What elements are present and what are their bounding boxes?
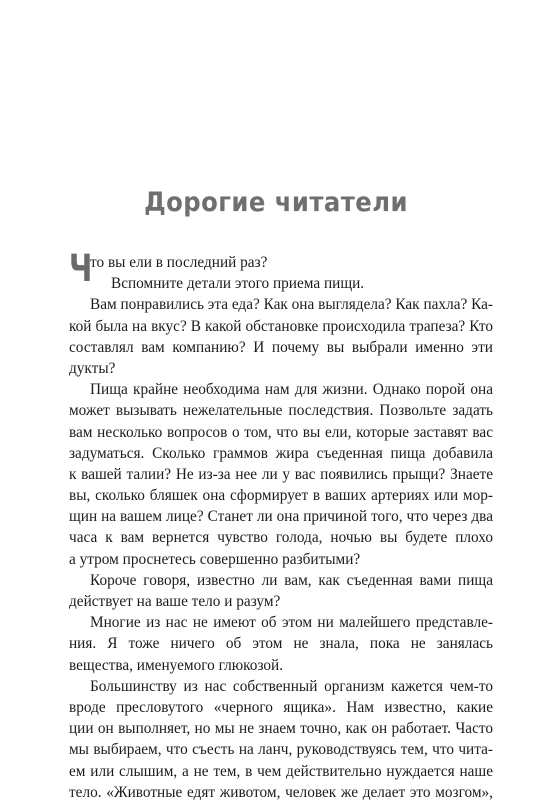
text-line: Вам понравились эта еда? Как она выглядела? Как пахла? Ка- <box>90 296 493 314</box>
chapter-title: Дорогие читатели <box>144 187 408 218</box>
text-line: мы выбираем, что съесть на ланч, руководствуясь тем, что чита- <box>69 741 493 759</box>
text-line: дукты? <box>69 359 116 377</box>
text-line: щин на вашем лице? Станет ли она причиной того, что через два <box>69 508 493 526</box>
text-line: составлял вам компанию? И почему вы выбрали именно эти <box>69 338 493 356</box>
text-line: вам несколько вопросов о том, что вы ели, которые заставят вас <box>69 423 493 441</box>
text-line: часа к вам вернется чувство голода, ночью вы будете плохо <box>69 529 493 547</box>
text-line: а утром проснетесь совершенно разбитыми? <box>69 550 361 568</box>
text-line: Короче говоря, известно ли вам, как съеденная вами пища <box>90 571 493 589</box>
text-line: вроде пресловутого «черного ящика». Нам известно, какие <box>69 698 493 716</box>
text-line: к вашей талии? Не из-за нее ли у вас появились прыщи? Знаете <box>69 465 493 483</box>
text-line: задуматься. Сколько граммов жира съеденная пища добавила <box>69 444 493 462</box>
text-line: Многие из нас не имеют об этом ни малейшего представле- <box>90 614 493 632</box>
text-line: ния. Я тоже ничего об этом не знала, пока не занялась <box>69 635 493 653</box>
text-line: может вызывать нежелательные последствия. Позвольте задать <box>69 402 493 420</box>
text-line: Большинству из нас собственный организм кажется чем-то <box>90 677 493 695</box>
text-line: Вспомните детали этого приема пищи. <box>111 275 365 293</box>
text-line: тело. «Животные едят животом, человек же делает это мозгом», <box>69 783 493 801</box>
text-line: Пища крайне необходима нам для жизни. Однако порой она <box>90 381 493 399</box>
text-line: ции он выполняет, но мы не знаем точно, как он работает. Часто <box>69 720 493 738</box>
drop-cap: Ч <box>69 247 93 290</box>
text-line: то вы ели в последний раз? <box>90 254 268 271</box>
text-line: вы, сколько бляшек она сформирует в ваших артериях или мор- <box>69 487 493 505</box>
text-line: кой была на вкус? В какой обстановке происходила трапеза? Кто <box>69 317 493 335</box>
text-line: ем или слышим, а не тем, в чем действительно нуждается наше <box>69 762 493 780</box>
body-text <box>69 247 493 803</box>
text-line: действует на ваше тело и разум? <box>69 593 281 610</box>
text-line: вещества, именуемого глюкозой. <box>69 656 284 674</box>
